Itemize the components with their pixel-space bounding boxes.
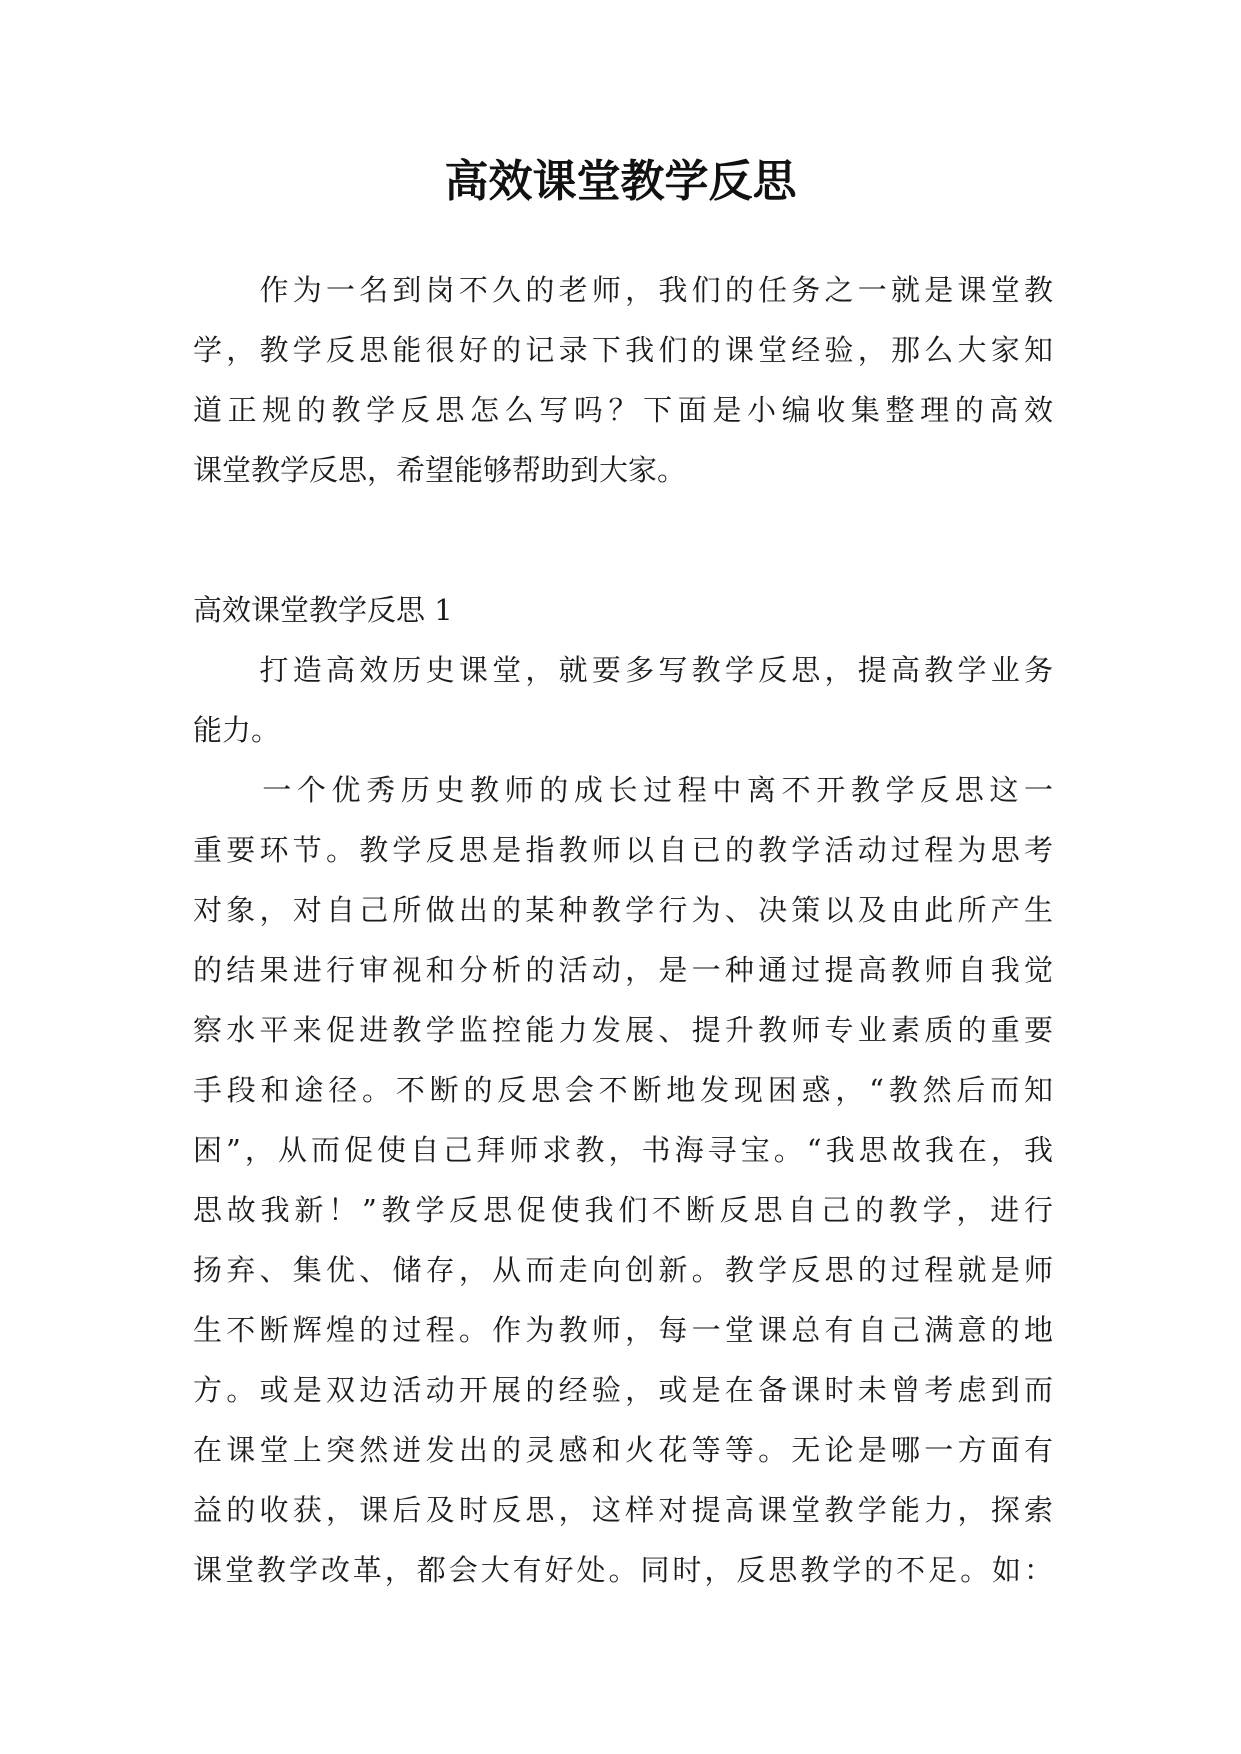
- paragraph-2: [193, 760, 1053, 1600]
- document-title: 高效课堂教学反思: [444, 156, 797, 207]
- paragraph-line: 困”，从而促使自己拜师求教，书海寻宝。“我思故我在，我: [193, 1133, 1053, 1167]
- paragraph-line: 对象，对自己所做出的某种教学行为、决策以及由此所产生: [193, 893, 1053, 927]
- paragraph-line: 益的收获，课后及时反思，这样对提高课堂教学能力，探索: [193, 1493, 1053, 1527]
- paragraph-line: 方。或是双边活动开展的经验，或是在备课时未曾考虑到而: [193, 1373, 1053, 1407]
- paragraph-line: 重要环节。教学反思是指教师以自已的教学活动过程为思考: [193, 833, 1053, 867]
- paragraph-line: 察水平来促进教学监控能力发展、提升教师专业素质的重要: [193, 1013, 1053, 1047]
- paragraph-line: 能力。: [193, 713, 281, 747]
- paragraph-line: 手段和途径。不断的反思会不断地发现困惑，“教然后而知: [193, 1073, 1053, 1107]
- intro-paragraph: [193, 260, 1053, 500]
- intro-line: 作为一名到岗不久的老师，我们的任务之一就是课堂教: [193, 273, 1053, 307]
- paragraph-line: 打造高效历史课堂，就要多写教学反思，提高教学业务: [193, 653, 1053, 687]
- paragraph-line: 在课堂上突然迸发出的灵感和火花等等。无论是哪一方面有: [193, 1433, 1053, 1467]
- paragraph-1: [193, 640, 1053, 760]
- intro-line: 课堂教学反思，希望能够帮助到大家。: [193, 453, 687, 487]
- paragraph-line: 思故我新！”教学反思促使我们不断反思自己的教学，进行: [193, 1193, 1053, 1227]
- intro-line: 学，教学反思能很好的记录下我们的课堂经验，那么大家知: [193, 333, 1053, 367]
- paragraph-line: 一个优秀历史教师的成长过程中离不开教学反思这一: [193, 773, 1053, 807]
- intro-line: 道正规的教学反思怎么写吗？下面是小编收集整理的高效: [193, 393, 1053, 427]
- section-heading: 高效课堂教学反思 1: [193, 593, 453, 627]
- paragraph-line: 扬弃、集优、储存，从而走向创新。教学反思的过程就是师: [193, 1253, 1053, 1287]
- paragraph-line: 的结果进行审视和分析的活动，是一种通过提高教师自我觉: [193, 953, 1053, 987]
- paragraph-line: 课堂教学改革，都会大有好处。同时，反思教学的不足。如：: [193, 1553, 1053, 1587]
- paragraph-line: 生不断辉煌的过程。作为教师，每一堂课总有自己满意的地: [193, 1313, 1053, 1347]
